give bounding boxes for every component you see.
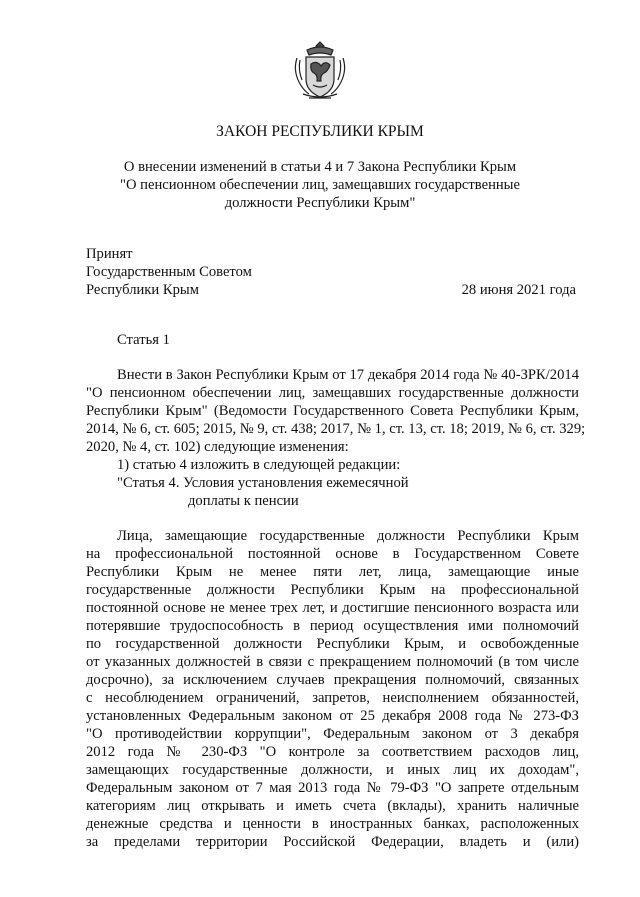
intro-line-2: "О пенсионном обеспечении лиц, замещавших государственные должности	[86, 385, 579, 401]
body-line-7: по государственной должности Республики Крым, и освобожденные	[86, 636, 579, 652]
body-line-6: потерявшие трудоспособность в период осуществления ими полномочий	[86, 618, 579, 634]
adoption-line-2: Государственным Советом	[86, 264, 252, 280]
intro-line-3: Республики Крым" (Ведомости Государственного Совета Республики Крым,	[86, 403, 579, 419]
intro-line-4: 2014, № 6, ст. 605; 2015, № 9, ст. 438; 2017, № 1, ст. 13, ст. 18; 2019, № 6, ст. 329;	[86, 421, 586, 437]
body-line-9: досрочно), за исключением случаев прекращения полномочий, связанных	[86, 672, 579, 688]
quoted-article-heading-1: "Статья 4. Условия установления ежемесячной	[117, 475, 409, 491]
adoption-line-3: Республики Крым	[86, 282, 199, 298]
body-line-14: замещающих государственные должности, и иных лиц их доходам",	[86, 762, 579, 778]
subtitle-line-3: должности Республики Крым"	[224, 195, 416, 211]
adoption-line-1: Принят	[86, 246, 133, 262]
body-line-11: установленных Федеральным законом от 25 декабря 2008 года № 273-ФЗ	[86, 708, 579, 724]
intro-line-5: 2020, № 4, ст. 102) следующие изменения:	[86, 439, 349, 455]
body-line-16: категориям лиц открывать и иметь счета (вклады), хранить наличные	[86, 798, 579, 814]
body-line-5: постоянной основе не менее трех лет, и достигшие пенсионного возраста или	[86, 600, 579, 616]
body-line-18: за пределами территории Российской Федерации, владеть и (или)	[86, 834, 579, 850]
body-line-17: денежные средства и ценности в иностранных банках, расположенных	[86, 816, 579, 832]
body-line-13: 2012 года № 230-ФЗ "О контроле за соответствием расходов лиц,	[86, 744, 579, 760]
intro-line-1: Внести в Закон Республики Крым от 17 декабря 2014 года № 40-ЗРК/2014	[117, 367, 579, 383]
subtitle-line-2: "О пенсионном обеспечении лиц, замещавших государственные	[120, 177, 520, 193]
coat-of-arms-emblem	[289, 40, 351, 102]
body-line-15: Федеральным законом от 7 мая 2013 года № 79-ФЗ "О запрете отдельным	[86, 780, 579, 796]
article-heading: Статья 1	[117, 332, 170, 348]
body-line-1: Лица, замещающие государственные должности Республики Крым	[117, 528, 579, 544]
body-line-2: на профессиональной постоянной основе в Государственном Совете	[86, 546, 579, 562]
item-1: 1) статью 4 изложить в следующей редакции:	[117, 457, 401, 473]
body-line-3: Республики Крым не менее пяти лет, лица, замещающие иные	[86, 564, 579, 580]
law-title: ЗАКОН РЕСПУБЛИКИ КРЫМ	[216, 123, 424, 140]
adoption-date: 28 июня 2021 года	[461, 282, 576, 298]
body-line-12: "О противодействии коррупции", Федеральным законом от 3 декабря	[86, 726, 579, 742]
body-line-10: с несоблюдением ограничений, запретов, неисполнением обязанностей,	[86, 690, 579, 706]
subtitle-line-1: О внесении изменений в статьи 4 и 7 Закона Республики Крым	[123, 159, 517, 175]
quoted-article-heading-2: доплаты к пенсии	[188, 493, 299, 509]
body-line-4: государственные должности Республики Крым на профессиональной	[86, 582, 579, 598]
body-line-8: от указанных должностей в связи с прекращением полномочий (в том числе	[86, 654, 579, 670]
